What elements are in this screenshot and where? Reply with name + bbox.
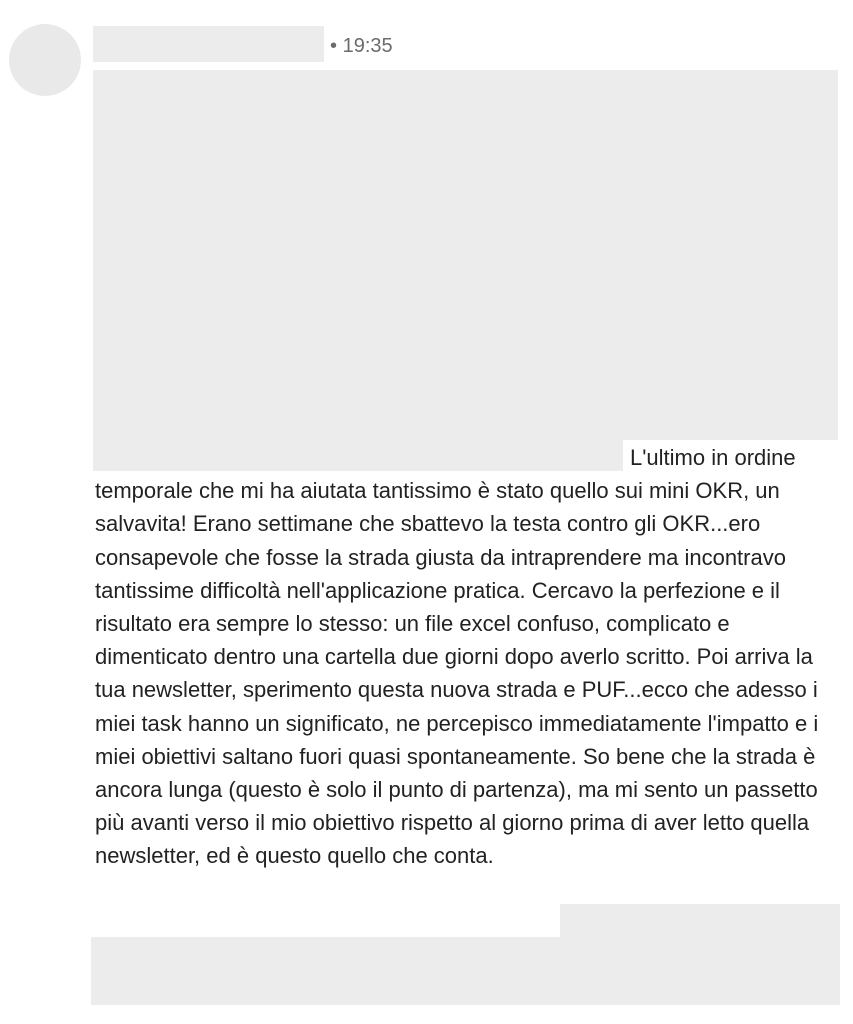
message-body — [95, 441, 840, 873]
message-text: L'ultimo in ordine temporale che mi ha aiutata tantissimo è stato quello sui mini OKR, un salvavita! Erano settimane che sbattevo la testa contro gli OKR...ero consapevole che fosse la strada giusta da intraprendere ma incontravo tantissime difficoltà nell'applicazione pratica. Cercavo la perfezione e il risultato era sempre lo stesso: un file excel confuso, complicato e dimenticato dentro una cartella due giorni dopo averlo scritto. Poi arriva la tua newsletter, sperimento questa nuova strada e PUF...ecco che adesso i miei task hanno un significato, ne percepisco immediatamente l'impatto e i miei obiettivi saltano fuori quasi spontaneamente. So bene che la strada è ancora lunga (questo è solo il punto di partenza), ma mi sento un passetto più avanti verso il mio obiettivo rispetto al giorno prima di aver letto quella newsletter, ed è questo quello che conta. — [95, 445, 819, 869]
message-timestamp — [330, 34, 393, 58]
redacted-footer-block — [91, 937, 840, 1005]
sender-name-redacted — [93, 26, 324, 62]
timestamp-separator: • — [330, 35, 338, 57]
redacted-content-block — [93, 70, 838, 440]
redacted-tail-text — [560, 904, 840, 938]
avatar[interactable] — [9, 24, 81, 96]
timestamp-time: 19:35 — [342, 35, 393, 57]
